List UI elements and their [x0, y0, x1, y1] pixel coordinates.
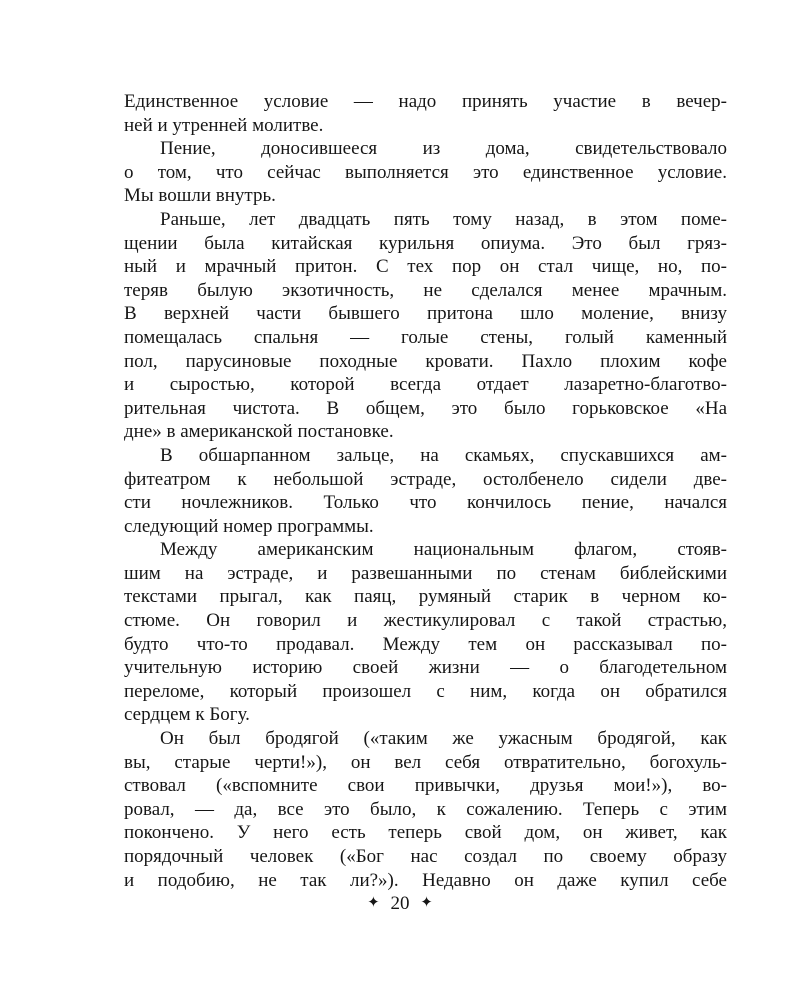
- text-line: покончено. У него есть теперь свой дом, он живет, как: [124, 822, 727, 844]
- text-line: Он был бродягой («таким же ужасным бродягой, как: [160, 728, 727, 750]
- text-line: порядочный человек («Бог нас создал по своему образу: [124, 846, 727, 867]
- text-line: В верхней части бывшего притона шло моление, внизу: [124, 303, 727, 325]
- right-ornament-icon: ✦: [420, 895, 433, 911]
- text-line: следующий номер программы.: [124, 515, 374, 537]
- page-body-text: [124, 90, 727, 892]
- text-line: переломе, который произошел с ним, когда он обратился: [124, 680, 727, 702]
- text-line: будто что-то продавал. Между тем он рассказывал по-: [124, 633, 727, 655]
- text-line: ровал, — да, все это было, к сожалению. Теперь с этим: [124, 798, 727, 820]
- text-line: Мы вошли внутрь.: [124, 185, 276, 207]
- text-line: дне» в американской постановке.: [124, 421, 394, 443]
- text-line: щении была китайская курильня опиума. Это был гряз-: [124, 232, 727, 254]
- text-line: стюме. Он говорил и жестикулировал с такой страстью,: [124, 610, 727, 632]
- text-line: помещалась спальня — голые стены, голый каменный: [124, 326, 727, 348]
- text-line: учительную историю своей жизни — о благодетельном: [124, 657, 727, 679]
- text-line: сердцем к Богу.: [124, 704, 250, 726]
- text-line: Раньше, лет двадцать пять тому назад, в этом поме-: [160, 208, 727, 230]
- text-line: текстами прыгал, как паяц, румяный старик в черном ко-: [124, 586, 727, 608]
- text-line: и сыростью, которой всегда отдает лазаретно-благотво-: [124, 374, 727, 396]
- text-line: шим на эстраде, и развешанными по стенам библейскими: [124, 562, 727, 584]
- text-line: Единственное условие — надо принять участие в вечер-: [124, 91, 727, 112]
- page-number-footer: [0, 893, 800, 915]
- text-line: ней и утренней молитве.: [124, 114, 324, 136]
- text-line: В обшарпанном зальце, на скамьях, спускавшихся ам-: [160, 444, 727, 466]
- text-line: Между американским национальным флагом, стояв-: [160, 539, 727, 561]
- text-line: теряв былую экзотичность, не сделался менее мрачным.: [124, 279, 727, 301]
- text-line: фитеатром к небольшой эстраде, остолбенело сидели две-: [124, 468, 727, 490]
- text-line: ствовал («вспомните свои привычки, друзья мои!»), во-: [124, 775, 727, 797]
- text-line: о том, что сейчас выполняется это единственное условие.: [124, 161, 727, 183]
- page-number: 20: [390, 893, 410, 914]
- text-line: вы, старые черти!»), он вел себя отвратительно, богохуль-: [124, 751, 727, 773]
- text-line: рительная чистота. В общем, это было горьковское «На: [124, 397, 727, 419]
- text-line: пол, парусиновые походные кровати. Пахло плохим кофе: [124, 350, 727, 372]
- text-line: Пение, доносившееся из дома, свидетельствовало: [160, 138, 727, 160]
- left-ornament-icon: ✦: [367, 895, 380, 911]
- text-line: ный и мрачный притон. С тех пор он стал чище, но, по-: [124, 256, 727, 278]
- text-line: сти ночлежников. Только что кончилось пение, начался: [124, 492, 727, 514]
- text-line: и подобию, не так ли?»). Недавно он даже купил себе: [124, 869, 727, 891]
